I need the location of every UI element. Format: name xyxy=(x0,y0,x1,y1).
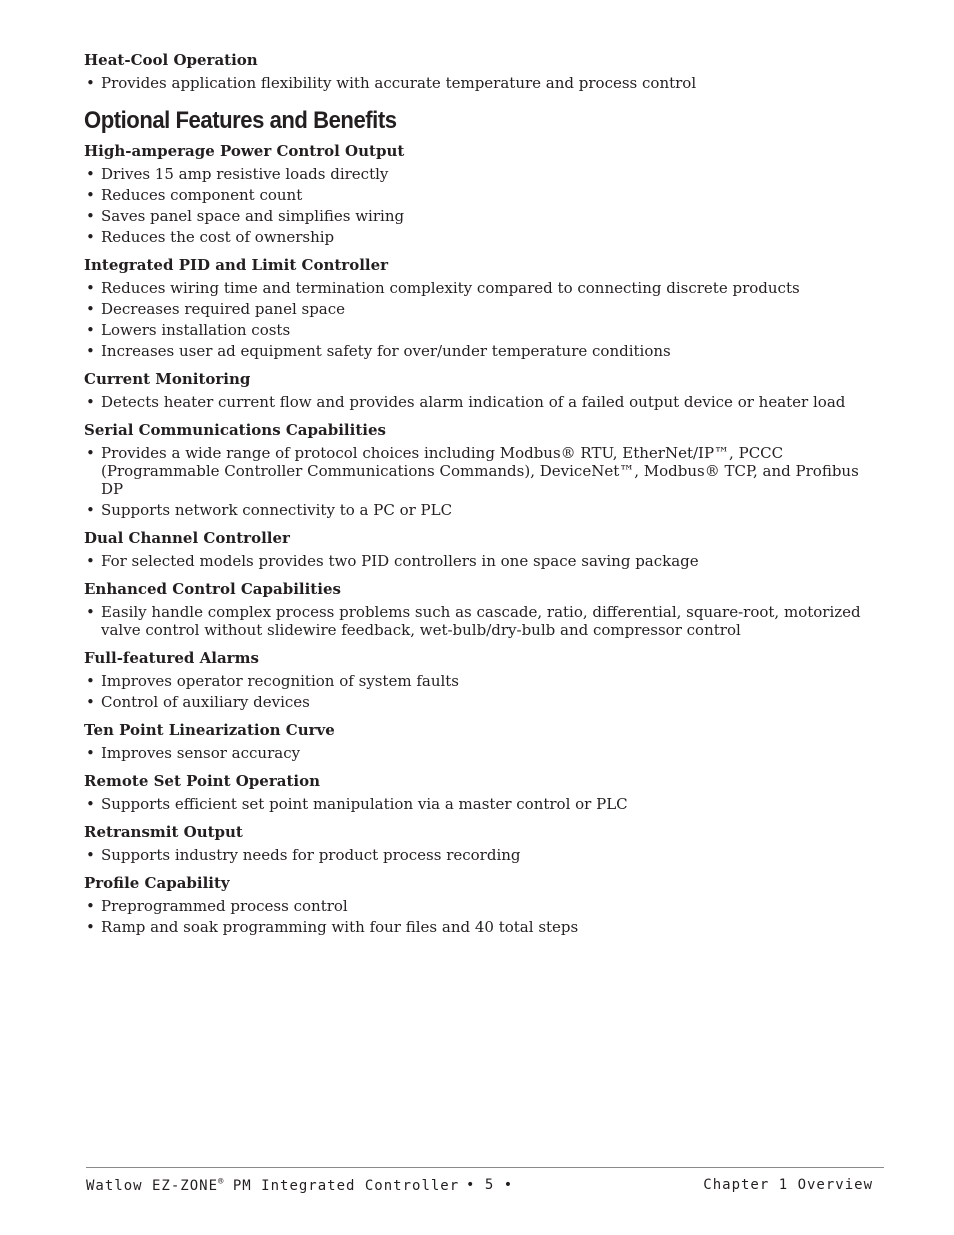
list-item: • Provides a wide range of protocol choices including Modbus® RTU, EtherNet/IP™, PCCC (Programmable Controller Communications Commands), DeviceNet™, Modbus® TCP, and Profibus DP xyxy=(84,444,884,498)
list-item: • Supports industry needs for product process recording xyxy=(84,846,884,864)
list-item: • Decreases required panel space xyxy=(84,300,884,318)
bullet-list xyxy=(84,279,884,360)
list-item: • Control of auxiliary devices xyxy=(84,693,884,711)
list-item: • Reduces the cost of ownership xyxy=(84,228,884,246)
section-linearization xyxy=(84,720,884,762)
bullet-list xyxy=(84,744,884,762)
subheading: Profile Capability xyxy=(84,874,230,892)
bullet-list xyxy=(84,603,884,639)
bullet-list xyxy=(84,165,884,246)
bullet-list xyxy=(84,795,884,813)
subheading: Remote Set Point Operation xyxy=(84,772,321,790)
list-item: • Lowers installation costs xyxy=(84,321,884,339)
list-item: • Drives 15 amp resistive loads directly xyxy=(84,165,884,183)
page-number: • 5 • xyxy=(466,1177,514,1193)
subheading: Integrated PID and Limit Controller xyxy=(84,256,389,274)
bullet-list xyxy=(84,552,884,570)
bullet-list xyxy=(84,672,884,711)
subheading: Dual Channel Controller xyxy=(84,529,290,547)
bullet-list xyxy=(84,393,884,411)
section-dual-channel xyxy=(84,528,884,570)
list-item: • Provides application flexibility with accurate temperature and process control xyxy=(84,74,884,92)
bullet-list xyxy=(84,897,884,936)
section-remote-set-point xyxy=(84,771,884,813)
section-profile xyxy=(84,873,884,936)
list-item: • Reduces component count xyxy=(84,186,884,204)
subheading: High-amperage Power Control Output xyxy=(84,142,405,160)
footer-brand: Watlow EZ-ZONE xyxy=(86,1178,219,1194)
page-title: Optional Features and Benefits xyxy=(84,107,397,134)
section-alarms xyxy=(84,648,884,711)
list-item: • Detects heater current flow and provides alarm indication of a failed output device or heater load xyxy=(84,393,884,411)
list-item: • Supports efficient set point manipulation via a master control or PLC xyxy=(84,795,884,813)
footer-chapter: Chapter 1 Overview xyxy=(703,1177,873,1193)
registered-mark: ® xyxy=(218,1177,224,1187)
subheading: Ten Point Linearization Curve xyxy=(84,721,335,739)
list-item: • Saves panel space and simplifies wiring xyxy=(84,207,884,225)
list-item: • Ramp and soak programming with four files and 40 total steps xyxy=(84,918,884,936)
bullet-list xyxy=(84,846,884,864)
footer-product: PM Integrated Controller xyxy=(223,1178,460,1194)
subheading: Full-featured Alarms xyxy=(84,649,259,667)
page-footer xyxy=(86,1177,873,1197)
footer-title xyxy=(86,1177,459,1194)
page-content xyxy=(84,50,884,936)
subheading: Current Monitoring xyxy=(84,370,251,388)
footer-divider xyxy=(86,1167,884,1168)
section-heat-cool xyxy=(84,50,884,92)
list-item: • Preprogrammed process control xyxy=(84,897,884,915)
subheading: Serial Communications Capabilities xyxy=(84,421,386,439)
section-power-output xyxy=(84,141,884,246)
list-item: • Improves operator recognition of system faults xyxy=(84,672,884,690)
list-item: • Improves sensor accuracy xyxy=(84,744,884,762)
list-item: • Supports network connectivity to a PC or PLC xyxy=(84,501,884,519)
subheading: Retransmit Output xyxy=(84,823,243,841)
list-item: • Increases user ad equipment safety for over/under temperature conditions xyxy=(84,342,884,360)
section-pid-limit xyxy=(84,255,884,360)
subheading: Heat-Cool Operation xyxy=(84,51,258,69)
bullet-list xyxy=(84,444,884,519)
subheading: Enhanced Control Capabilities xyxy=(84,580,341,598)
list-item: • Easily handle complex process problems such as cascade, ratio, differential, square-root, motorized valve control without slidewire feedback, wet-bulb/dry-bulb and compressor control xyxy=(84,603,884,639)
bullet-list xyxy=(84,74,884,92)
section-retransmit xyxy=(84,822,884,864)
list-item: • Reduces wiring time and termination complexity compared to connecting discrete products xyxy=(84,279,884,297)
section-enhanced-control xyxy=(84,579,884,639)
list-item: • For selected models provides two PID controllers in one space saving package xyxy=(84,552,884,570)
section-current-monitoring xyxy=(84,369,884,411)
section-serial-comms xyxy=(84,420,884,519)
